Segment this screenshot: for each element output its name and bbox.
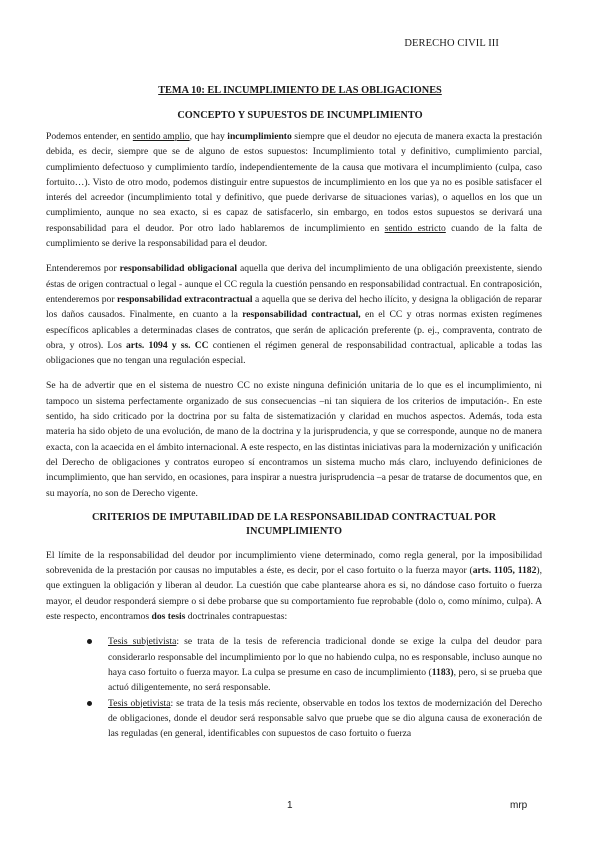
- underlined-term: sentido estricto: [384, 222, 446, 234]
- underlined-term: Tesis objetivista: [108, 697, 171, 709]
- list-item: [108, 696, 542, 742]
- section1-paragraph-3: Se ha de advertir que en el sistema de nuestro CC no existe ninguna definición unitaria de lo que es el incumplimiento, ni tampoco un sistema perfectamente organizado de sus consecuencias –ni tan siquiera de los criterios de imputación-. En este sentido, ha sido criticado por la doctrina por su falta de sistematización y claridad en muchos aspectos. Además, toda esta materia ha sido objeto de una evolución, de mano de la doctrina y la jurisprudencia, y que se corresponde, aunque no de manera exacta, con la acaecida en el ámbito internacional. A este respecto, en las distintas iniciativas para la modernización y unificación del Derecho de obligaciones y contratos europeo sí encontramos un sistema mucho más claro, incluyendo definiciones de incumplimiento, que han servido, en ocasiones, para inspirar a nuestra jurisprudencia –a pesar de tratarse de documentos que, en su mayoría, no son de Derecho vigente.: [46, 380, 543, 499]
- text-run: en el CC y otras normas existen regímenes específicos aplicables a determinadas clases de contratos, que serán de aplicación preferente (p. ej., compraventa, contrato de obra, y otros). Los: [46, 309, 542, 351]
- text-run: , que hay: [189, 131, 228, 142]
- bold-term: arts. 1094 y ss. CC: [125, 339, 209, 351]
- text-run: aquella que deriva del incumplimiento de una obligación preexistente, siendo éstas de origen contractual o legal - aunque el CC regula la cuestión pensando en responsabilidad contractual. En contraposición, entenderemos por: [46, 263, 542, 305]
- text-run: doctrinales contrapuestas:: [185, 611, 288, 623]
- bold-term: responsabilidad obligacional: [119, 263, 238, 275]
- text-run: Podemos entender, en: [46, 131, 133, 142]
- text-run: contienen el régimen general de responsabilidad contractual, aplicable a todas las obligaciones que no tengan una regulación especial.: [46, 339, 542, 367]
- bold-term: incumplimiento: [227, 131, 292, 142]
- page-number: 1: [287, 800, 293, 811]
- list-item: [108, 634, 542, 695]
- thesis-list: [46, 634, 542, 741]
- text-run: a aquella que se deriva del hecho ilícito, y designa la obligación de reparar los daños causados. Finalmente, en cuanto a la: [46, 293, 542, 321]
- footer-initials: mrp: [510, 800, 528, 811]
- bullet-icon: [87, 639, 92, 644]
- bullet-icon: [87, 701, 92, 706]
- page-title: TEMA 10: EL INCUMPLIMIENTO DE LAS OBLIGACIONES: [158, 85, 442, 96]
- text-run: El límite de la responsabilidad del deudor por incumplimiento viene determinado, como regla general, por la imposibilidad sobrevenida de la prestación por causas no imputables a éste, es decir, por el caso fortuito o la fuerza mayor (: [46, 549, 542, 577]
- bold-term: responsabilidad extracontractual: [117, 293, 253, 305]
- text-run: : se trata de la tesis más reciente, observable en todos los textos de modernización del Derecho de obligaciones, donde el deudor será responsable salvo que pruebe que se dio alguna causa de exoneración de las reguladas (en general, identificables con supuestos de caso fortuito o fuerza: [108, 697, 542, 740]
- bold-term: 1183): [431, 666, 454, 678]
- section1-paragraph-2: [46, 261, 542, 368]
- text-run: , pero, si se prueba que actuó diligentemente, no será responsable.: [108, 666, 543, 694]
- text-run: Entenderemos por: [46, 263, 120, 275]
- bold-term: dos tesis: [151, 611, 186, 623]
- document-body: [46, 129, 542, 741]
- header-course: DERECHO CIVIL III: [404, 38, 499, 49]
- text-run: siempre que el deudor no ejecuta de manera exacta la prestación debida, es decir, siempre que se de alguno de estos supuestos: Incumplimiento total y definitivo, cumplimiento parcial, cumplimiento defectuoso y cumplimiento tardío, independientemente de la causa que motivara el incumplimiento (culpa, caso fortuito…). Visto de otro modo, podemos distinguir entre supuestos de incumplimiento en los que ya no es posible satisfacer el interés del acreedor (incumplimiento total y definitivo, que puede derivarse de situaciones varias), o aquellos en los que un cumplimiento, aunque no sea exacto, si es capaz de satisfacerlo, sin embargo, en todos estos supuestos se derivará una responsabilidad para el deudor. Por otro lado hablaremos de incumplimiento en: [46, 131, 542, 234]
- bold-term: responsabilidad contractual,: [242, 309, 361, 321]
- underlined-term: Tesis subjetivista: [108, 636, 177, 648]
- underlined-term: sentido amplio: [132, 131, 190, 142]
- section1-heading: CONCEPTO Y SUPUESTOS DE INCUMPLIMIENTO: [177, 110, 423, 121]
- text-run: cuando de la falta de cumplimiento se derive la responsabilidad para el deudor.: [46, 222, 542, 250]
- section2-paragraph-1: [46, 548, 542, 624]
- bold-term: arts. 1105, 1182: [472, 565, 537, 577]
- text-run: ), que extinguen la obligación y liberan al deudor. La cuestión que cabe plantearse ahora es si, no dándose caso fortuito o fuerza mayor, el deudor responderá siempre o si debe probarse que su comportamiento fue reprobable (dolo o, como mínimo, culpa). A este respecto, encontramos: [46, 565, 542, 623]
- text-run: : se trata de la tesis de referencia tradicional donde se exige la culpa del deudor para considerarlo responsable del incumplimiento por lo que no habiendo culpa, no es responsable, incluso aunque no haya caso fortuito o fuerza mayor. La culpa se presume en caso de incumplimiento (: [108, 636, 542, 678]
- section2-heading: CRITERIOS DE IMPUTABILIDAD DE LA RESPONSABILIDAD CONTRACTUAL POR INCUMPLIMIENTO: [91, 511, 497, 537]
- section1-paragraph-1: [46, 129, 542, 251]
